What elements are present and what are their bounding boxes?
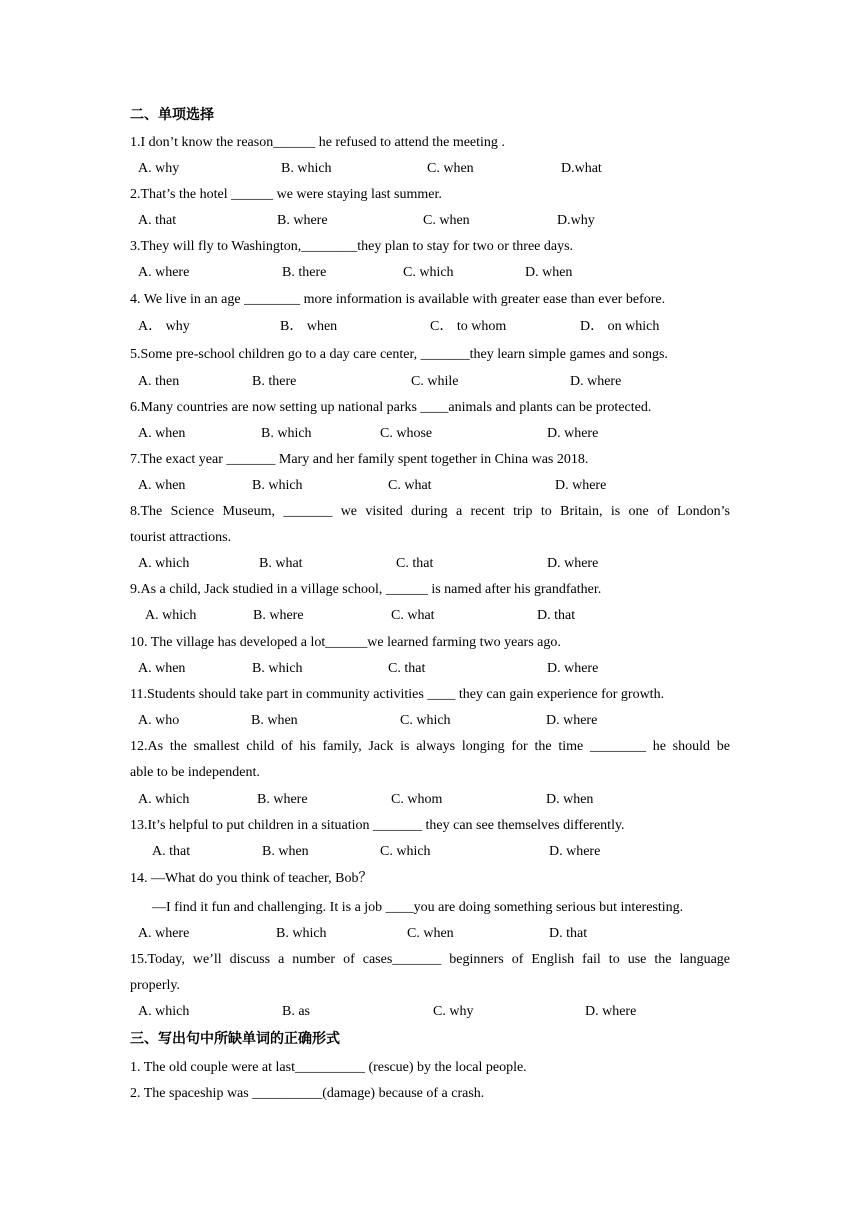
question-8-stem-continued: tourist attractions.	[130, 530, 232, 545]
section-3-item-1: 1. The old couple were at last__________ (rescue) by the local people.	[130, 1060, 527, 1075]
question-6-stem: 6.Many countries are now setting up national parks ____animals and plants can be protected.	[130, 400, 652, 415]
question-7-stem: 7.The exact year _______ Mary and her family spent together in China was 2018.	[130, 452, 589, 467]
question-12-stem: 12.As the smallest child of his family, Jack is always longing for the time ________ he should be	[130, 739, 730, 754]
question-2-stem: 2.That’s the hotel ______ we were staying last summer.	[130, 187, 442, 202]
q6-option-d: D. where	[547, 426, 599, 441]
q3-option-d: D. when	[525, 265, 573, 280]
q2-option-c: C. when	[423, 213, 470, 228]
q8-option-b: B. what	[259, 556, 303, 571]
q11-option-d: D. where	[546, 713, 598, 728]
question-8-stem: 8.The Science Museum, _______ we visited during a recent trip to Britain, is one of London’s	[130, 504, 730, 519]
q10-option-d: D. where	[547, 661, 599, 676]
q5-option-b: B. there	[252, 374, 297, 389]
question-13-stem: 13.It’s helpful to put children in a situation _______ they can see themselves differently.	[130, 818, 625, 833]
q11-option-a: A. who	[138, 713, 180, 728]
q14-option-c: C. when	[407, 926, 454, 941]
q9-option-a: A. which	[145, 608, 197, 623]
q4-option-a: A． why	[138, 319, 190, 334]
q1-option-d: D.what	[561, 161, 602, 176]
q7-option-c: C. what	[388, 478, 432, 493]
q3-option-a: A. where	[138, 265, 190, 280]
question-9-stem: 9.As a child, Jack studied in a village school, ______ is named after his grandfather.	[130, 582, 602, 597]
q4-option-b: B． when	[280, 319, 338, 334]
question-15-stem: 15.Today, we’ll discuss a number of cases_______ beginners of English fail to use the language	[130, 952, 730, 967]
q5-option-a: A. then	[138, 374, 180, 389]
q13-option-c: C. which	[380, 844, 431, 859]
q12-option-c: C. whom	[391, 792, 443, 807]
q9-option-b: B. where	[253, 608, 304, 623]
question-11-stem: 11.Students should take part in community activities ____ they can gain experience for growth.	[130, 687, 665, 702]
q2-option-d: D.why	[557, 213, 595, 228]
question-1-stem: 1.I don’t know the reason______ he refused to attend the meeting .	[130, 135, 505, 150]
q2-option-b: B. where	[277, 213, 328, 228]
q12-option-b: B. where	[257, 792, 308, 807]
q1-option-a: A. why	[138, 161, 180, 176]
q4-option-c: C． to whom	[430, 319, 507, 334]
question-14-dialogue-reply: —I find it fun and challenging. It is a job ____you are doing something serious but interesting.	[152, 900, 684, 915]
question-4-stem: 4. We live in an age ________ more information is available with greater ease than ever before.	[130, 292, 666, 307]
q10-option-b: B. which	[252, 661, 303, 676]
q4-option-d: D． on which	[580, 319, 660, 334]
q3-option-c: C. which	[403, 265, 454, 280]
q8-option-d: D. where	[547, 556, 599, 571]
q8-option-a: A. which	[138, 556, 190, 571]
q13-option-a: A. that	[152, 844, 191, 859]
q15-option-d: D. where	[585, 1004, 637, 1019]
q7-option-a: A. when	[138, 478, 186, 493]
q9-option-d: D. that	[537, 608, 576, 623]
section-3-title: 三、写出句中所缺单词的正确形式	[130, 1031, 340, 1047]
question-5-stem: 5.Some pre-school children go to a day care center, _______they learn simple games and songs.	[130, 347, 668, 362]
question-14-stem: 14. —What do you think of teacher, Bob？	[130, 871, 373, 886]
q14-option-d: D. that	[549, 926, 588, 941]
question-12-stem-continued: able to be independent.	[130, 765, 260, 780]
section-2-title: 二、单项选择	[130, 107, 214, 123]
q14-option-b: B. which	[276, 926, 327, 941]
q13-option-d: D. where	[549, 844, 601, 859]
q8-option-c: C. that	[396, 556, 434, 571]
q1-option-c: C. when	[427, 161, 474, 176]
q14-option-a: A. where	[138, 926, 190, 941]
q9-option-c: C. what	[391, 608, 435, 623]
q15-option-c: C. why	[433, 1004, 474, 1019]
q15-option-b: B. as	[282, 1004, 310, 1019]
q11-option-b: B. when	[251, 713, 298, 728]
q15-option-a: A. which	[138, 1004, 190, 1019]
q3-option-b: B. there	[282, 265, 327, 280]
q12-option-d: D. when	[546, 792, 594, 807]
question-15-stem-continued: properly.	[130, 978, 181, 993]
q12-option-a: A. which	[138, 792, 190, 807]
q10-option-c: C. that	[388, 661, 426, 676]
q7-option-d: D. where	[555, 478, 607, 493]
question-10-stem: 10. The village has developed a lot______we learned farming two years ago.	[130, 635, 561, 650]
q6-option-b: B. which	[261, 426, 312, 441]
q10-option-a: A. when	[138, 661, 186, 676]
q5-option-c: C. while	[411, 374, 459, 389]
q1-option-b: B. which	[281, 161, 332, 176]
q6-option-c: C. whose	[380, 426, 433, 441]
q7-option-b: B. which	[252, 478, 303, 493]
q5-option-d: D. where	[570, 374, 622, 389]
q11-option-c: C. which	[400, 713, 451, 728]
question-3-stem: 3.They will fly to Washington,________they plan to stay for two or three days.	[130, 239, 574, 254]
q2-option-a: A. that	[138, 213, 177, 228]
q13-option-b: B. when	[262, 844, 309, 859]
section-3-item-2: 2. The spaceship was __________(damage) because of a crash.	[130, 1086, 485, 1101]
q6-option-a: A. when	[138, 426, 186, 441]
